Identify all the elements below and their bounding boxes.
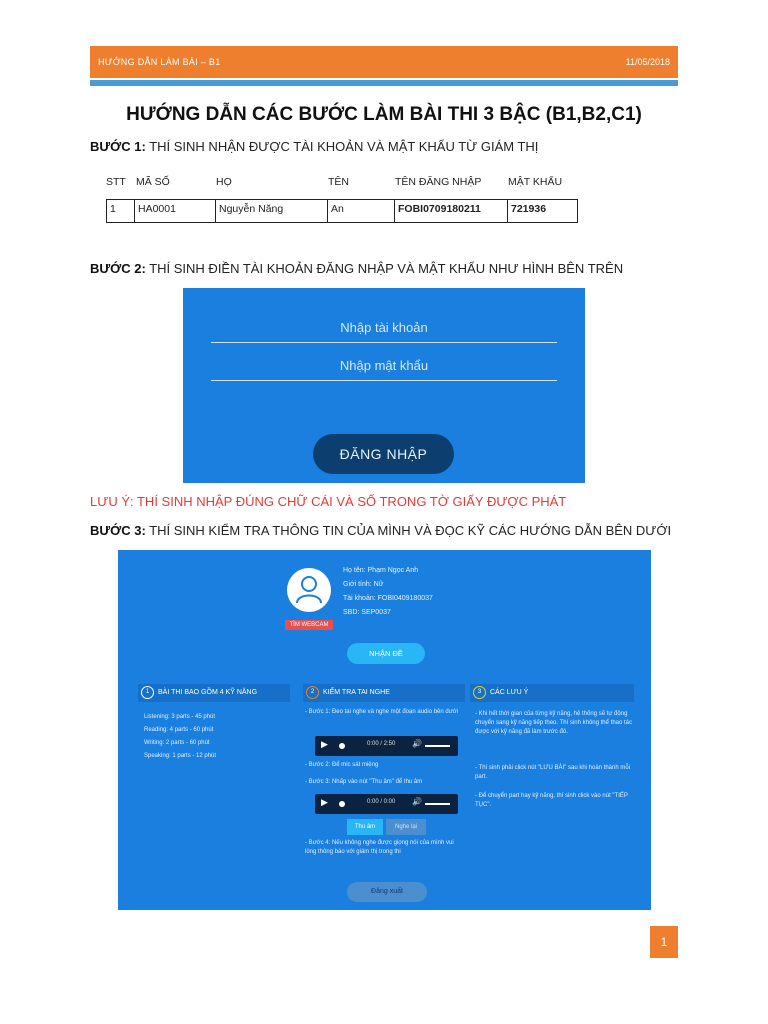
user-icon bbox=[287, 568, 331, 612]
volume-icon[interactable]: 🔊 bbox=[412, 797, 422, 806]
col1-number: 1 bbox=[141, 686, 154, 699]
volume-slider[interactable] bbox=[425, 745, 450, 747]
table-header-ten: TÊN bbox=[328, 176, 349, 188]
headphone-step-2: - Bước 2: Để mic sát miệng bbox=[305, 762, 379, 768]
headphone-step-3: - Bước 3: Nhấp vào nút "Thu âm" để thu âm bbox=[305, 779, 423, 785]
skill-line: Speaking: 1 parts - 12 phút bbox=[144, 753, 217, 759]
col3-title: CÁC LƯU Ý bbox=[490, 689, 529, 696]
step-1-text: THÍ SINH NHẬN ĐƯỢC TÀI KHOẢN VÀ MẬT KHẨU TỪ GIÁM THỊ bbox=[145, 139, 539, 154]
profile-gender: Giới tính: Nữ bbox=[343, 581, 384, 588]
col2-header bbox=[303, 684, 465, 702]
step-1 bbox=[90, 139, 538, 154]
play-icon[interactable]: ▶ bbox=[321, 739, 328, 749]
note-line: - Để chuyển part hay kỹ năng, thí sinh click vào nút "TIẾP TỤC". bbox=[475, 793, 628, 808]
table-header-stt: STT bbox=[106, 176, 126, 188]
cell-username: FOBI0709180211 bbox=[394, 200, 507, 222]
col2-number: 2 bbox=[306, 686, 319, 699]
profile-name: Họ tên: Phạm Ngọc Anh bbox=[343, 567, 419, 574]
table-row bbox=[106, 199, 578, 223]
headphone-step-1: - Bước 1: Đeo tai nghe và nghe một đoạn audio bên dưới bbox=[305, 709, 458, 715]
volume-icon[interactable]: 🔊 bbox=[412, 739, 422, 748]
volume-slider[interactable] bbox=[425, 803, 450, 805]
password-input[interactable]: Nhập mật khẩu bbox=[339, 358, 429, 373]
step-3-label: BƯỚC 3: bbox=[90, 523, 146, 538]
note-line: - Thí sinh phải click nút "LƯU BÀI" sau khi hoàn thành mỗi part. bbox=[475, 765, 631, 780]
step-2-label: BƯỚC 2: bbox=[90, 261, 146, 276]
login-button[interactable]: ĐĂNG NHẬP bbox=[313, 434, 454, 474]
step-3-text: THÍ SINH KIỂM TRA THÔNG TIN CỦA MÌNH VÀ ĐỌC KỸ CÁC HƯỚNG DẪN BÊN DƯỚI bbox=[145, 523, 672, 538]
receive-exam-button[interactable]: NHẬN ĐỀ bbox=[347, 643, 425, 664]
step-1-label: BƯỚC 1: bbox=[90, 139, 146, 154]
skill-line: Writing: 2 parts - 60 phút bbox=[144, 740, 210, 746]
col3-number: 3 bbox=[473, 686, 486, 699]
table-header-ho: HỌ bbox=[216, 176, 232, 188]
record-button[interactable]: Thu âm bbox=[347, 819, 383, 835]
player-2-time: 0:00 / 0:00 bbox=[367, 799, 396, 805]
warning-note: LƯU Ý: THÍ SINH NHẬP ĐÚNG CHỮ CÁI VÀ SỐ TRONG TỜ GIẤY ĐƯỢC PHÁT bbox=[90, 494, 567, 509]
header-date: 11/05/2018 bbox=[625, 57, 670, 67]
replay-button[interactable]: Nghe lại bbox=[386, 819, 426, 835]
audio-player-2[interactable] bbox=[315, 794, 458, 814]
password-underline bbox=[211, 380, 557, 381]
skill-line: Listening: 3 parts - 45 phút bbox=[144, 714, 216, 720]
header-divider bbox=[90, 80, 678, 86]
cell-stt: 1 bbox=[110, 203, 116, 215]
page-number: 1 bbox=[650, 926, 678, 958]
step-2 bbox=[90, 261, 623, 276]
seek-handle[interactable] bbox=[339, 743, 345, 749]
col1-header bbox=[138, 684, 290, 702]
col1-title: BÀI THI BAO GỒM 4 KỸ NĂNG bbox=[158, 689, 258, 696]
page-title: HƯỚNG DẪN CÁC BƯỚC LÀM BÀI THI 3 BẬC (B1,B2,C1) bbox=[126, 104, 642, 125]
exam-info-panel bbox=[118, 550, 651, 910]
profile-account: Tài khoản: FOBI0409180037 bbox=[343, 595, 433, 602]
table-header-password: MẬT KHẨU bbox=[508, 176, 563, 188]
logout-button[interactable]: Đăng xuất bbox=[347, 882, 427, 902]
cell-ma-so: HA0001 bbox=[134, 200, 215, 222]
table-header-username: TÊN ĐĂNG NHẬP bbox=[395, 176, 482, 188]
page-header bbox=[90, 46, 678, 78]
cell-ho: Nguyễn Năng bbox=[215, 200, 327, 222]
play-icon[interactable]: ▶ bbox=[321, 797, 328, 807]
find-webcam-button[interactable]: TÌM WEBCAM bbox=[285, 620, 333, 630]
col3-header bbox=[470, 684, 634, 702]
step-2-text: THÍ SINH ĐIỀN TÀI KHOẢN ĐĂNG NHẬP VÀ MẬT KHẨU NHƯ HÌNH BÊN TRÊN bbox=[145, 261, 624, 276]
headphone-step-4: - Bước 4: Nếu không nghe được giọng nói của mình vui lòng thông báo với giám thị trong thi bbox=[305, 840, 454, 855]
table-header-ma-so: MÃ SỐ bbox=[136, 176, 170, 188]
profile-sbd: SBD: SEP0037 bbox=[343, 609, 391, 616]
audio-player-1[interactable] bbox=[315, 736, 458, 756]
player-1-time: 0:00 / 2:50 bbox=[367, 741, 396, 747]
cell-password: 721936 bbox=[507, 200, 577, 222]
login-panel bbox=[183, 288, 585, 483]
col2-title: KIỂM TRA TAI NGHE bbox=[323, 689, 390, 696]
step-3 bbox=[90, 523, 671, 538]
note-line: - Khi hết thời gian của từng kỹ năng, hệ thống sẽ tự động chuyển sang kỹ năng tiếp theo. Thí sinh không thể thao tác được với kỹ năng đã làm trước đó. bbox=[475, 711, 632, 735]
seek-handle[interactable] bbox=[339, 801, 345, 807]
cell-ten: An bbox=[327, 200, 394, 222]
username-input[interactable]: Nhập tài khoản bbox=[340, 320, 428, 335]
username-underline bbox=[211, 342, 557, 343]
avatar bbox=[287, 568, 331, 612]
skill-line: Reading: 4 parts - 60 phút bbox=[144, 727, 214, 733]
header-title: HƯỚNG DẪN LÀM BÀI – B1 bbox=[98, 57, 221, 67]
